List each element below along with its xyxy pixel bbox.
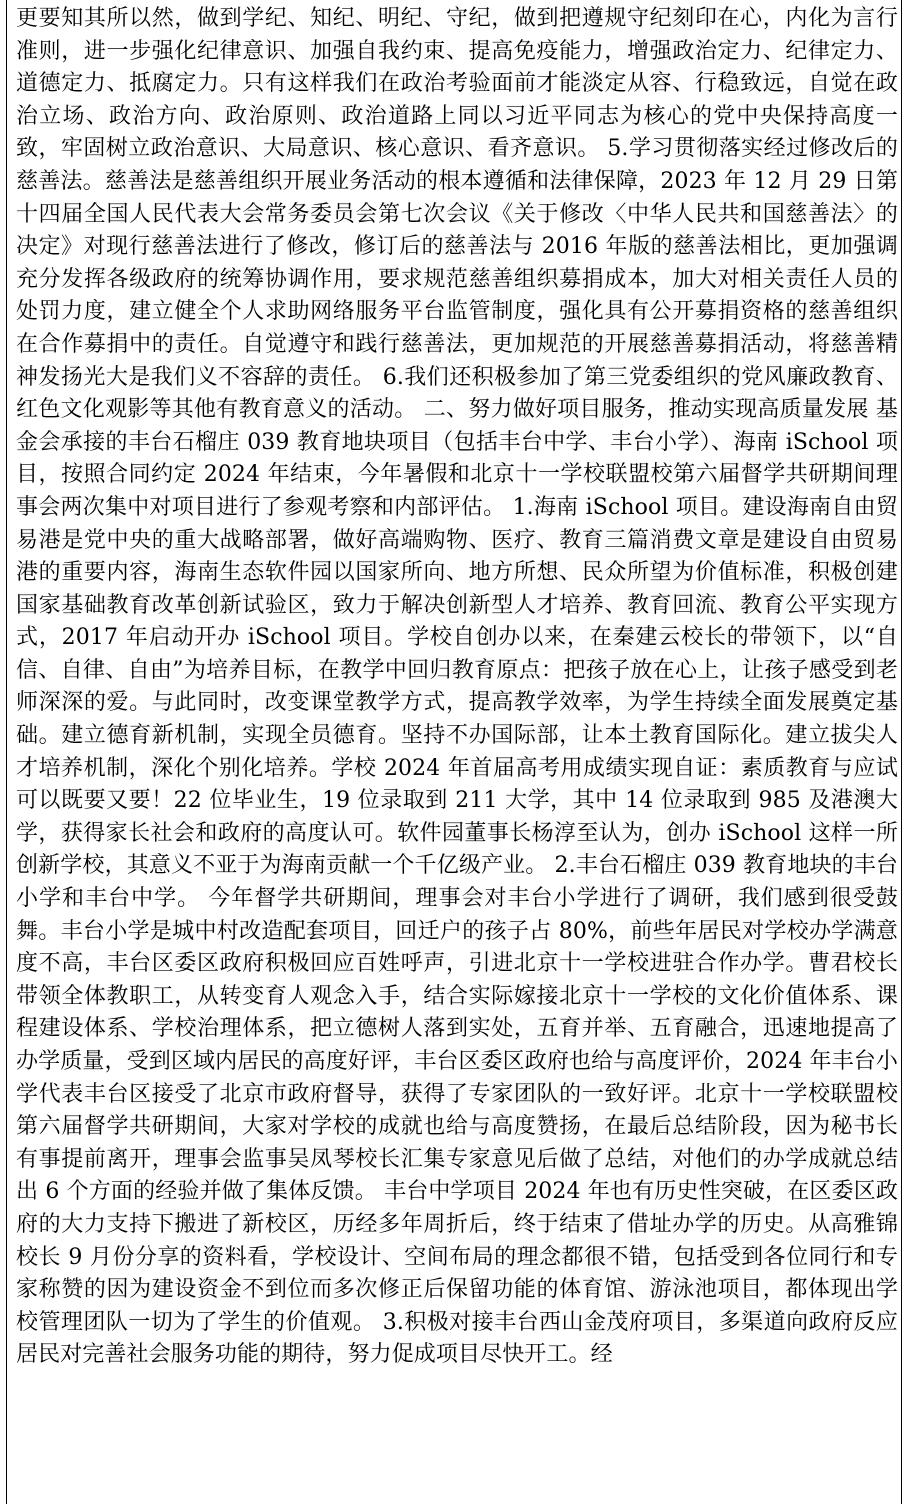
document-body-text: 更要知其所以然，做到学纪、知纪、明纪、守纪，做到把遵规守纪刻印在心，内化为言行准则，进一步强化纪律意识、加强自我约束、提高免疫能力，增强政治定力、纪律定力、道德定力、抵腐定力。只有这样我们在政治考验面前才能淡定从容、行稳致远，自觉在政治立场、政治方向、政治原则、政治道路上同以习近平同志为核心的党中央保持高度一致，牢固树立政治意识、大局意识、核心意识、看齐意识。 5.学习贯彻落实经过修改后的慈善法。慈善法是慈善组织开展业务活动的根本遵循和法律保障，2023 年 12 月 29 日第十四届全国人民代表大会常务委员会第七次会议《关于修改〈中华人民共和国慈善法〉的决定》对现行慈善法进行了修改，修订后的慈善法与 2016 年版的慈善法相比，更加强调充分发挥各级政府的统筹协调作用，要求规范慈善组织募捐成本，加大对相关责任人员的处罚力度，建立健全个人求助网络服务平台监管制度，强化具有公开募捐资格的慈善组织在合作募捐中的责任。自觉遵守和践行慈善法，更加规范的开展慈善募捐活动，将慈善精神发扬光大是我们义不容辞的责任。 6.我们还积极参加了第三党委组织的党风廉政教育、红色文化观影等其他有教育意义的活动。 二、努力做好项目服务，推动实现高质量发展 基金会承接的丰台石榴庄 039 教育地块项目（包括丰台中学、丰台小学）、海南 iSchool 项目，按照合同约定 2024 年结束，今年暑假和北京十一学校联盟校第六届督学共研期间理事会两次集中对项目进行了参观考察和内部评估。 1.海南 iSchool 项目。建设海南自由贸易港是党中央的重大战略部署，做好高端购物、医疗、教育三篇消费文章是建设自由贸易港的重要内容，海南生态软件园以国家所向、地方所想、民众所望为价值标准，积极创建国家基础教育改革创新试验区，致力于解决创新型人才培养、教育回流、教育公平实现方式，2017 年启动开办 iSchool 项目。学校自创办以来，在秦建云校长的带领下，以“自信、自律、自由”为培养目标，在教学中回归教育原点：把孩子放在心上，让孩子感受到老师深深的爱。与此同时，改变课堂教学方式，提高教学效率，为学生持续全面发展奠定基础。建立德育新机制，实现全员德育。坚持不办国际部，让本土教育国际化。建立拔尖人才培养机制，深化个别化培养。学校 2024 年首届高考用成绩实现自证：素质教育与应试可以既要又要！22 位毕业生，19 位录取到 211 大学，其中 14 位录取到 985 及港澳大学，获得家长社会和政府的高度认可。软件园董事长杨淳至认为，创办 iSchool 这样一所创新学校，其意义不亚于为海南贡献一个千亿级产业。 2.丰台石榴庄 039 教育地块的丰台小学和丰台中学。 今年督学共研期间，理事会对丰台小学进行了调研，我们感到很受鼓舞。丰台小学是城中村改造配套项目，回迁户的孩子占 80%，前些年居民对学校办学满意度不高，丰台区委区政府积极回应百姓呼声，引进北京十一学校进驻合作办学。曹君校长带领全体教职工，从转变育人观念入手，结合实际嫁接北京十一学校的文化价值体系、课程建设体系、学校治理体系，把立德树人落到实处，五育并举、五育融合，迅速地提高了办学质量，受到区域内居民的高度好评，丰台区委区政府也给与高度评价，2024 年丰台小学代表丰台区接受了北京市政府督导，获得了专家团队的一致好评。北京十一学校联盟校第六届督学共研期间，大家对学校的成就也给与高度赞扬，在最后总结阶段，因为秘书长有事提前离开，理事会监事吴凤琴校长汇集专家意见后做了总结，对他们的办学成就总结出 6 个方面的经验并做了集体反馈。 丰台中学项目 2024 年也有历史性突破，在区委区政府的大力支持下搬进了新校区，历经多年周折后，终于结束了借址办学的历史。从高雅锦校长 9 月份分享的资料看，学校设计、空间布局的理念都很不错，包括受到各位同行和专家称赞的因为建设资金不到位而多次修正后保留功能的体育馆、游泳池项目，都体现出学校管理团队一切为了学生的价值观。 3.积极对接丰台西山金茂府项目，多渠道向政府反应居民对完善社会服务功能的期待，努力促成项目尽快开工。经 xyxy=(16,6,898,1368)
